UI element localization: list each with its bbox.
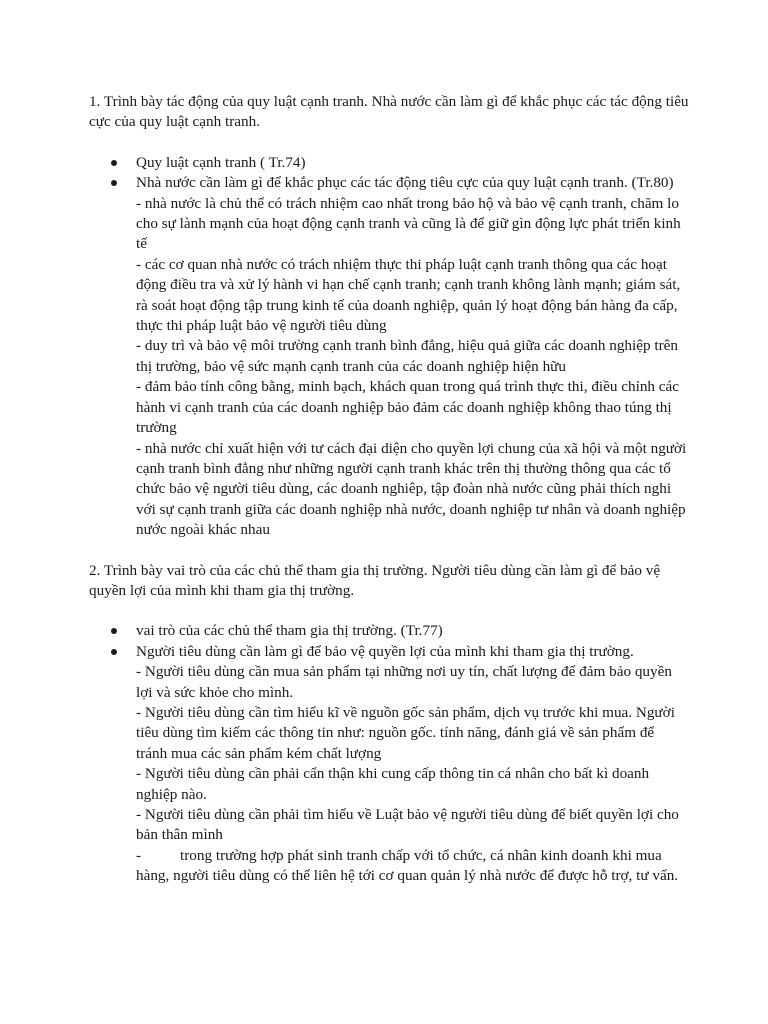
document-page (89, 92, 689, 887)
paragraph: - các cơ quan nhà nước có trách nhiệm thực thi pháp luật cạnh tranh thông qua các hoạt động điều tra và xử lý hành vi hạn chế cạnh tranh; cạnh tranh không lành mạnh; giám sát, rà soát hoạt động tập trung kinh tế của doanh nghiệp, quản lý hoạt động bán hàng đa cấp, thực thi pháp luật bảo vệ người tiêu dùng (136, 255, 681, 335)
bullet-icon (111, 649, 117, 655)
bullet-icon (111, 160, 117, 166)
section-spacer (89, 541, 689, 561)
list-item (89, 173, 689, 540)
list-item (89, 621, 689, 641)
bullet-text: Người tiêu dùng cần làm gì để bảo vệ quyền lợi của mình khi tham gia thị trường. (136, 642, 634, 660)
section-2-list (89, 621, 689, 886)
paragraph: - nhà nước chỉ xuất hiện với tư cách đại diện cho quyền lợi chung của xã hội và một người cạnh tranh bình đẳng như những người cạnh tranh khác trên thị thường thông qua các tổ chức bảo vệ người tiêu dùng, các doanh nghiêp, tập đoàn nhà nước cũng phải thích nghi với sự cạnh tranh giữa các doanh nghiệp nhà nước, doanh nghiệp tư nhân và doanh nghiệp nước ngoài khác nhau (136, 439, 687, 539)
list-item (89, 153, 689, 173)
question-1: 1. Trình bày tác động của quy luật cạnh tranh. Nhà nước cần làm gì để khắc phục các tác động tiêu cực của quy luật cạnh tranh. (89, 93, 689, 131)
paragraph: - Người tiêu dùng cần mua sản phẩm tại những nơi uy tín, chất lượng để đảm bảo quyền lợi và sức khỏe cho mình. (136, 663, 672, 701)
bullet-icon (111, 180, 117, 186)
bullet-icon (111, 628, 117, 634)
paragraph (136, 846, 689, 887)
bullet-text: Quy luật cạnh tranh ( Tr.74) (136, 153, 306, 171)
paragraph: - Người tiêu dùng cần phải tìm hiểu về Luật bảo vệ người tiêu dùng để biết quyền lợi cho bản thân mình (136, 806, 679, 844)
bullet-text: Nhà nước cần làm gì để khắc phục các tác động tiêu cực của quy luật cạnh tranh. (Tr.80) (136, 174, 674, 192)
paragraph: - Người tiêu dùng cần tìm hiểu kĩ về nguồn gốc sản phẩm, dịch vụ trước khi mua. Người tiêu dùng tìm kiếm các thông tin như: nguồn gốc. tính năng, đánh giá về sản phẩm để tránh mua các sản phẩm kém chất lượng (136, 703, 675, 762)
paragraph: - nhà nước là chủ thể có trách nhiệm cao nhất trong bảo hộ và bảo vệ cạnh tranh, chăm lo cho sự lành mạnh của hoạt động cạnh tranh và cũng là để giữ gìn động lực phát triển kinh tế (136, 194, 681, 253)
list-item (89, 642, 689, 887)
dash-marker: - (136, 846, 142, 864)
paragraph: - Người tiêu dùng cần phải cẩn thận khi cung cấp thông tin cá nhân cho bất kì doanh nghiệp nào. (136, 765, 650, 803)
bullet-text: vai trò của các chủ thể tham gia thị trường. (Tr.77) (136, 622, 443, 640)
paragraph: - đảm bảo tính công bằng, minh bạch, khách quan trong quá trình thực thi, điều chỉnh các hành vi cạnh tranh của các doanh nghiệp bảo đảm các doanh nghiệp không thao túng thị trường (136, 378, 680, 437)
question-2: 2. Trình bày vai trò của các chủ thể tham gia thị trường. Người tiêu dùng cần làm gì để bảo vệ quyền lợi của mình khi tham gia thị trường. (89, 561, 661, 599)
paragraph-text: trong trường hợp phát sinh tranh chấp với tổ chức, cá nhân kinh doanh khi mua hàng, người tiêu dùng có thể liên hệ tới cơ quan quản lý nhà nước để được hỗ trợ, tư vấn. (136, 846, 679, 885)
section-1-list (89, 153, 689, 541)
paragraph: - duy trì và bảo vệ môi trường cạnh tranh bình đẳng, hiệu quả giữa các doanh nghiệp trên thị trường, bảo vệ sức mạnh cạnh tranh của các doanh nghiệp hiện hữu (136, 337, 678, 375)
